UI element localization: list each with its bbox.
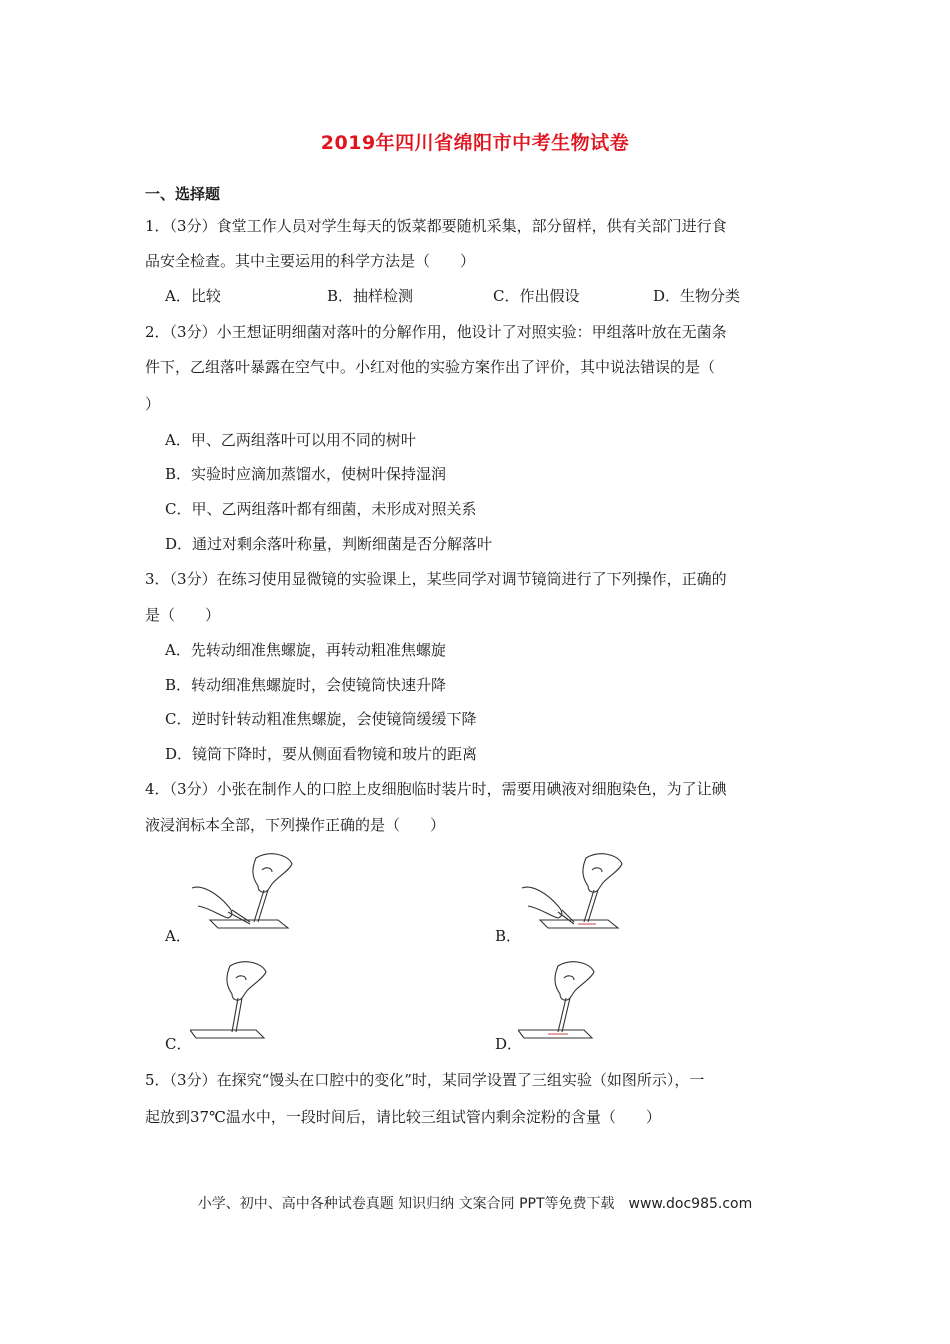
question-3-option-c: C．逆时针转动粗准焦螺旋，会使镜筒缓缓下降 [165,710,477,728]
question-1-option-b: B．抽样检测 [327,287,414,305]
question-5-line-2: 起放到37℃温水中，一段时间后，请比较三组试管内剩余淀粉的含量（ ） [145,1108,661,1126]
question-4-line-2: 液浸润标本全部，下列操作正确的是（ ） [145,816,446,834]
figure-label-a: A． [165,927,191,945]
figure-label-b: B． [495,927,522,945]
question-2-option-a: A．甲、乙两组落叶可以用不同的树叶 [165,431,416,449]
question-2-option-b: B．实验时应滴加蒸馏水，使树叶保持湿润 [165,465,447,483]
question-5-line-1: 5．（3分）在探究“馒头在口腔中的变化”时，某同学设置了三组实验（如图所示），一 [145,1071,705,1089]
dropper-illustration-b [518,850,638,940]
question-3-line-2: 是（ ） [145,606,221,624]
question-1-option-d: D．生物分类 [653,287,741,305]
question-3-option-d: D．镜筒下降时，要从侧面看物镜和玻片的距离 [165,745,478,763]
question-2-option-c: C．甲、乙两组落叶都有细菌，未形成对照关系 [165,500,477,518]
question-4-line-1: 4．（3分）小张在制作人的口腔上皮细胞临时装片时，需要用碘液对细胞染色，为了让碘 [145,780,727,798]
question-2-option-d: D．通过对剩余落叶称量，判断细菌是否分解落叶 [165,535,493,553]
exam-title: 2019年四川省绵阳市中考生物试卷 [320,132,630,154]
dropper-illustration-a [188,850,308,940]
question-3-option-a: A．先转动细准焦螺旋，再转动粗准焦螺旋 [165,641,446,659]
question-1-option-a: A．比较 [165,287,221,305]
question-1-line-2: 品安全检查。其中主要运用的科学方法是（ ） [145,252,476,270]
section-heading: 一、选择题 [145,185,221,203]
dropper-illustration-c [190,958,280,1046]
question-1-line-1: 1．（3分）食堂工作人员对学生每天的饭菜都要随机采集，部分留样，供有关部门进行食 [145,217,727,235]
question-2-line-3: ） [145,395,161,413]
question-3-option-b: B．转动细准焦螺旋时，会使镜筒快速升降 [165,676,447,694]
figure-label-c: C． [165,1035,192,1053]
question-2-line-1: 2．（3分）小王想证明细菌对落叶的分解作用，他设计了对照实验：甲组落叶放在无菌条 [145,323,727,341]
dropper-illustration-d [518,958,608,1046]
question-2-line-2: 件下，乙组落叶暴露在空气中。小红对他的实验方案作出了评价，其中说法错误的是（ [145,358,716,376]
question-3-line-1: 3．（3分）在练习使用显微镜的实验课上，某些同学对调节镜筒进行了下列操作，正确的 [145,570,727,588]
figure-label-d: D． [495,1035,523,1053]
question-1-option-c: C．作出假设 [493,287,580,305]
page-footer: 小学、初中、高中各种试卷真题 知识归纳 文案合同 PPT等免费下载 www.doc985.com [197,1196,753,1212]
